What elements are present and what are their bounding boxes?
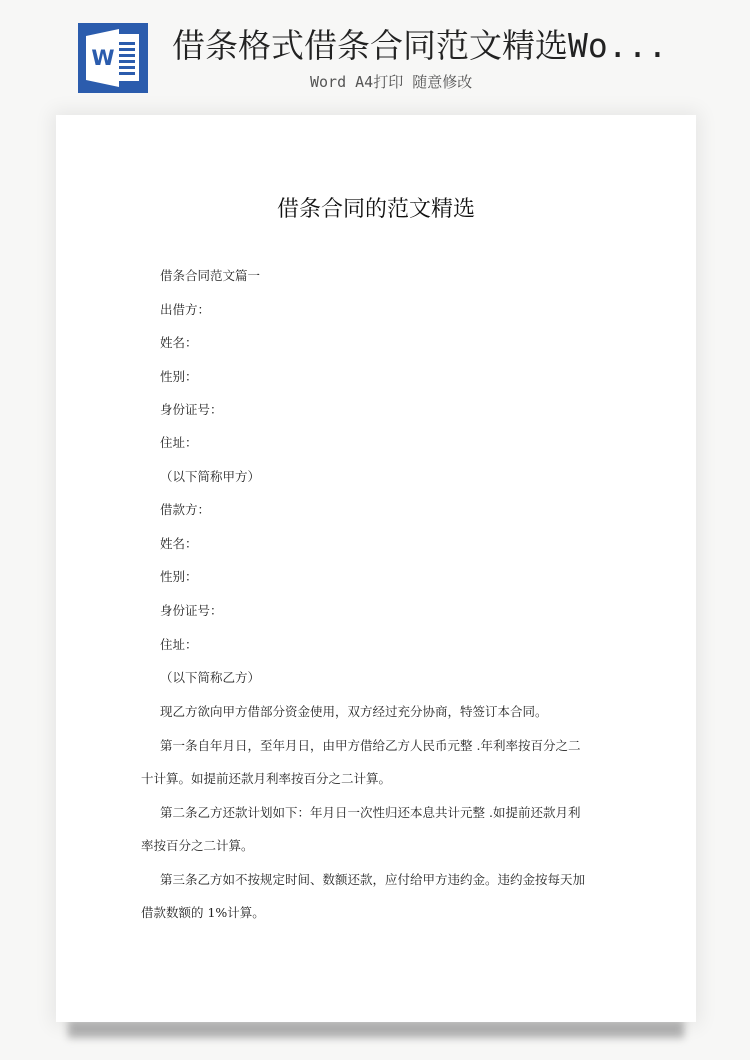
borrower-id-field: 身份证号： (160, 603, 223, 618)
section-heading: 借条合同范文篇一 (160, 268, 261, 283)
borrower-address-field: 住址： (160, 637, 198, 652)
article-3: 第三条乙方如不按规定时间、数额还款，应付给甲方违约金。违约金按每天加 (160, 872, 586, 887)
document-subtitle: Word A4打印 随意修改 (310, 73, 473, 91)
document-title: 借条格式借条合同范文精选Wo... (172, 26, 668, 65)
page-heading: 借条合同的范文精选 (276, 197, 475, 222)
borrower-gender-field: 性别： (160, 569, 198, 584)
paragraph-intro: 现乙方欲向甲方借部分资金使用，双方经过充分协商，特签订本合同。 (160, 704, 548, 719)
lender-id-field: 身份证号： (160, 402, 223, 417)
header (0, 0, 750, 110)
word-document-icon (78, 23, 148, 93)
article-2: 第二条乙方还款计划如下：年月日一次性归还本息共计元整 .如提前还款月利 (160, 805, 581, 820)
word-icon-letter: W (91, 46, 115, 70)
lender-label: 出借方： (160, 302, 211, 317)
article-2-cont: 率按百分之二计算。 (141, 838, 254, 853)
borrower-name-field: 姓名： (160, 536, 198, 551)
lender-gender-field: 性别： (160, 369, 198, 384)
document-page (56, 115, 696, 1022)
article-1: 第一条自年月日，至年月日，由甲方借给乙方人民币元整 .年利率按百分之二 (160, 738, 581, 753)
page-shadow (68, 1020, 684, 1038)
article-3-cont: 借款数额的 1%计算。 (141, 905, 265, 920)
article-1-cont: 十计算。如提前还款月利率按百分之二计算。 (141, 771, 392, 786)
borrower-alias: （以下简称乙方） (160, 670, 261, 685)
lender-address-field: 住址： (160, 435, 198, 450)
lender-alias: （以下简称甲方） (160, 469, 261, 484)
borrower-label: 借款方： (160, 502, 211, 517)
lender-name-field: 姓名： (160, 335, 198, 350)
